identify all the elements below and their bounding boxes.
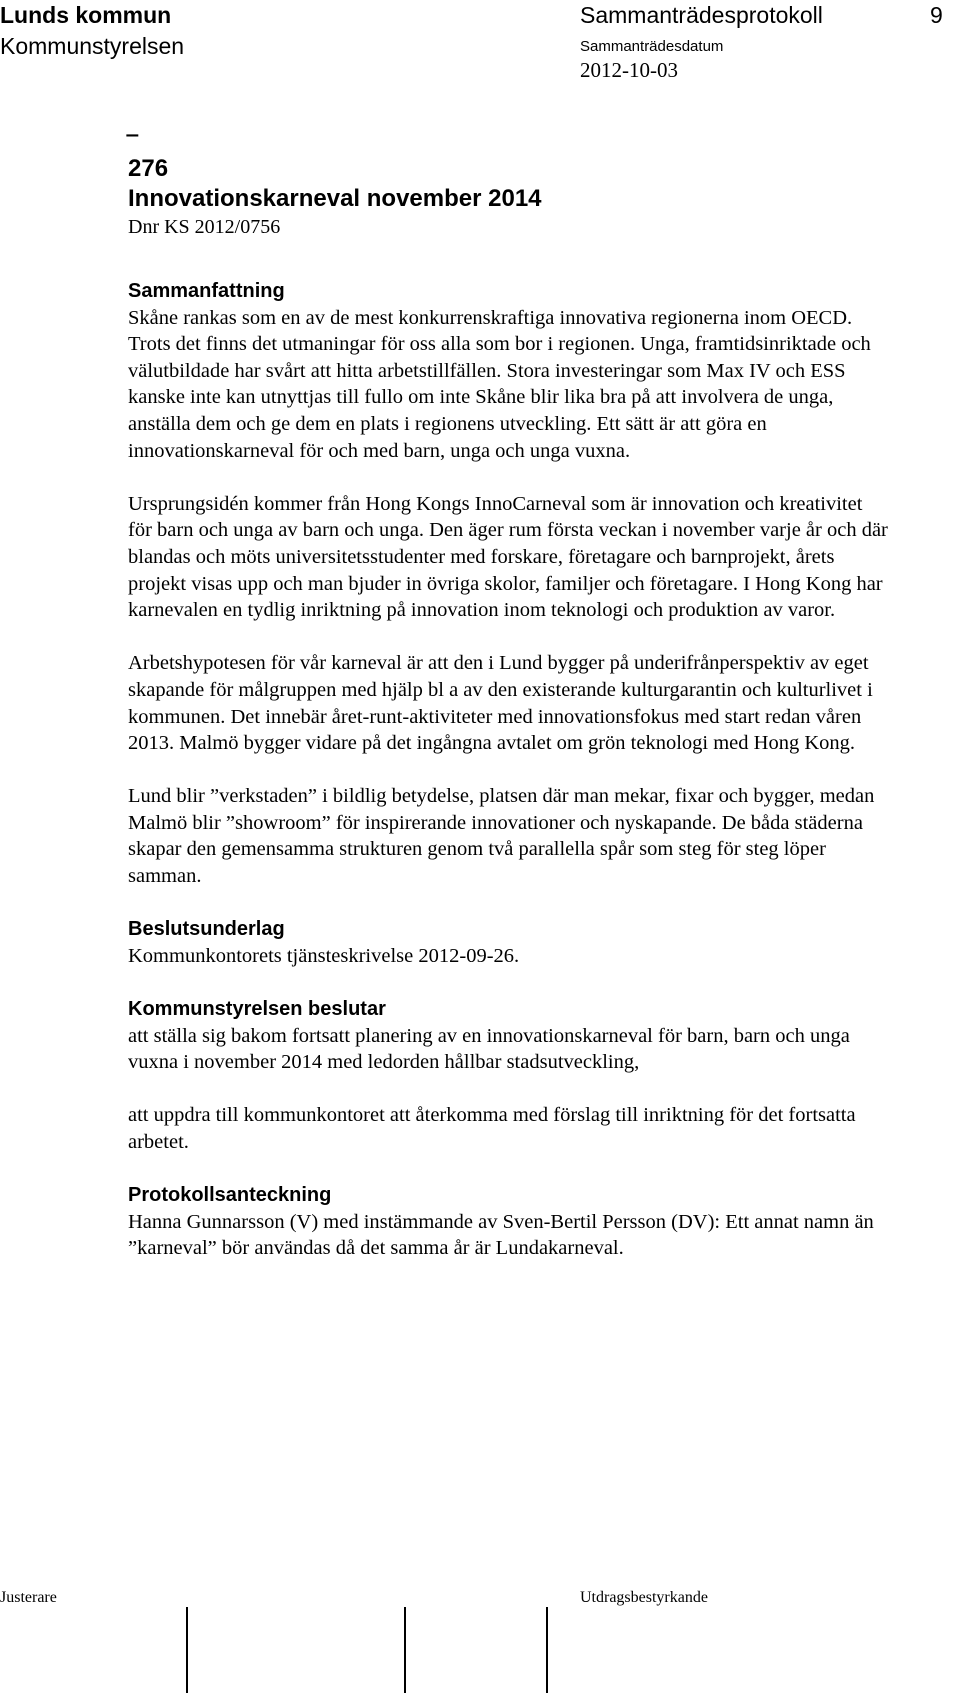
summary-paragraph-4: Lund blir ”verkstaden” i bildlig betydelse, platsen där man mekar, fixar och bygger, medan Malmö blir ”showroom” för inspirerande innovationer och nyskapande. De båda städerna skapar den gemensamma strukturen genom två parallella spår som steg för steg löper samman. (128, 785, 875, 888)
summary-heading: Sammanfattning (128, 280, 285, 302)
organization-name: Lunds kommun (0, 2, 172, 28)
paragraph-mark: ‾ (128, 131, 137, 161)
footer (0, 1580, 960, 1693)
case-header (128, 131, 928, 240)
summary-paragraph-2: Ursprungsidén kommer från Hong Kongs InnoCarneval som är innovation och kreativitet för barn och unga av barn och unga. Den äger rum första veckan i november varje år och där blandas och möts universitetsstudenter med forskare, företagare och barnprojekt, årets projekt visas upp och man bjuder in övriga skolor, familjer och företagare. I Hong Kong har karnevalen en tydlig inriktning på innovation inom teknologi och produktion av varor. (128, 492, 888, 622)
basis-text: Kommunkontorets tjänsteskrivelse 2012-09-26. (128, 944, 520, 967)
note-text: Hanna Gunnarsson (V) med instämmande av Sven-Bertil Persson (DV): Ett annat namn än ”karneval” bör användas då det samma år är Lundakarneval. (128, 1210, 874, 1260)
document-type: Sammanträdesprotokoll (580, 2, 823, 28)
signature-divider-1 (186, 1607, 188, 1693)
document-body (128, 278, 888, 1262)
note-heading: Protokollsanteckning (128, 1184, 332, 1207)
case-dnr: Dnr KS 2012/0756 (128, 216, 281, 238)
signature-divider-2 (404, 1607, 406, 1693)
decision-item-1: att ställa sig bakom fortsatt planering av en innovationskarneval för barn, barn och unga vuxna i november 2014 med ledorden hållbar stadsutveckling, (128, 1024, 850, 1074)
basis-heading: Beslutsunderlag (128, 918, 285, 941)
committee-name: Kommunstyrelsen (0, 33, 185, 59)
page-number: 9 (930, 2, 943, 28)
case-title: Innovationskarneval november 2014 (128, 185, 542, 212)
summary-paragraph-1: Skåne rankas som en av de mest konkurrenskraftiga innovativa regionerna inom OECD. Trots det finns det utmaningar för oss alla som bor i regionen. Unga, framtidsinriktade och välutbildade har svårt att hitta arbetstillfällen. Stora investeringar som Max IV och ESS kanske inte kan utnyttjas till fullo om inte Skåne blir lika bra på att involvera de unga, anställa dem och ge dem en plats i regionens utveckling. Ett sätt är att göra en innovationskarneval för och med barn, unga och unga vuxna. (128, 306, 871, 462)
utdrag-label: Utdragsbestyrkande (580, 1589, 708, 1606)
meeting-date-label: Sammanträdesdatum (580, 38, 724, 55)
case-number: 276 (128, 155, 169, 182)
summary-paragraph-3: Arbetshypotesen för vår karneval är att den i Lund bygger på underifrånperspektiv av eget skapande för målgruppen med hjälp bl a av den existerande kulturgarantin och kulturlivet i kommunen. Det innebär året-runt-aktiviteter med innovationsfokus med start redan våren 2013. Malmö bygger vidare på det ingångna avtalet om grön teknologi med Hong Kong. (128, 652, 873, 755)
decision-heading: Kommunstyrelsen beslutar (128, 998, 386, 1021)
signature-divider-3 (546, 1607, 548, 1693)
justerare-label: Justerare (0, 1589, 57, 1606)
meeting-date: 2012-10-03 (580, 58, 678, 82)
decision-item-2: att uppdra till kommunkontoret att återkomma med förslag till inriktning för det fortsatta arbetet. (128, 1104, 856, 1153)
